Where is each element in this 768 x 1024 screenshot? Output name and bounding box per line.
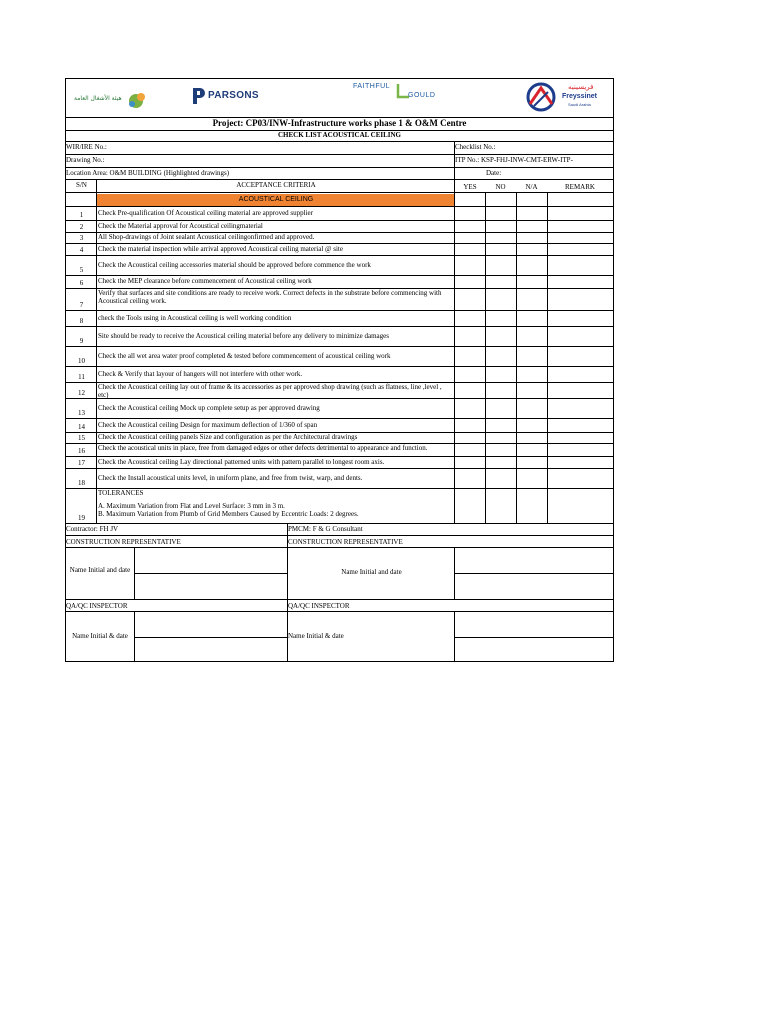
check-cell-na[interactable] [517,457,547,468]
item-number: 15 [78,434,85,442]
item-number: 10 [78,357,85,365]
check-cell-remark[interactable] [548,221,613,232]
item-criteria: Check the Acoustical ceiling Lay directional patterned units with pattern parallel to longest room axis. [98,458,385,466]
construction-rep-left: CONSTRUCTION REPRESENTATIVE [66,538,181,546]
item-number: 14 [78,423,85,431]
check-cell-no[interactable] [486,289,516,310]
logo-bar [66,79,613,118]
check-cell-remark[interactable] [548,347,613,366]
gould-text: GOULD [408,92,436,99]
check-cell-na[interactable] [517,489,547,523]
checklist-title: CHECK LIST ACOUSTICAL CEILING [278,131,401,139]
item-criteria: Check the Acoustical ceiling Design for maximum deflection of 1/360 of span [98,421,318,429]
item-number: 16 [78,447,85,455]
check-cell-yes[interactable] [455,207,485,220]
wir-label: WIR/IRE No.: [66,143,107,151]
item-criteria: Check the Install acoustical units level, in uniform plane, and free from twist, warp, and dents. [98,474,363,482]
check-cell-na[interactable] [517,327,547,346]
check-cell-yes[interactable] [455,311,485,326]
col-no: NO [495,183,506,191]
check-cell-yes[interactable] [455,244,485,255]
client-logo [72,85,150,113]
check-cell-no[interactable] [486,469,516,488]
check-cell-no[interactable] [486,419,516,432]
check-cell-yes[interactable] [455,469,485,488]
freyssinet-arabic: فريسينيه [568,83,594,91]
check-cell-remark[interactable] [548,367,613,382]
item-number: 8 [79,317,84,325]
project-title: Project: CP03/INW-Infrastructure works phase 1 & O&M Centre [212,118,467,128]
check-cell-na[interactable] [517,367,547,382]
freyssinet-text: Freyssinet [562,93,598,100]
faithful-text: FAITHFUL [353,83,391,90]
check-cell-remark[interactable] [548,383,613,398]
check-cell-remark[interactable] [548,256,613,275]
freyssinet-logo [526,82,610,114]
item-criteria: Check the acoustical units in place, free from damaged edges or other defects detrimental to appearance and function. [98,444,428,452]
check-cell-yes[interactable] [455,383,485,398]
client-logo-text: هيئة الأشغال العامة [74,95,122,102]
check-cell-na[interactable] [517,289,547,310]
check-cell-no[interactable] [486,489,516,523]
check-cell-na[interactable] [517,233,547,243]
name-amp-left: Name Initial & date [72,632,128,640]
check-cell-yes[interactable] [455,367,485,382]
item-criteria: Check Pre-qualification Of Acoustical ceiling material are approved supplier [98,209,313,217]
item-criteria: Check the MEP clearance before commencement of Acoustical ceiling work [98,277,312,285]
col-na: N/A [525,183,538,191]
check-cell-yes[interactable] [455,233,485,243]
item-number: 3 [79,234,84,242]
item-number: 9 [79,337,84,345]
check-cell-no[interactable] [486,256,516,275]
section-title: ACOUSTICAL CEILING [238,196,314,203]
check-cell-no[interactable] [486,207,516,220]
item-criteria: Site should be ready to receive the Acoustical ceiling material before any delivery to minimize damages [98,332,389,340]
item-number: 6 [79,279,84,287]
check-cell-no[interactable] [486,233,516,243]
item-criteria: Check the Acoustical ceiling Mock up complete setup as per approved drawing [98,404,320,412]
check-cell-no[interactable] [486,383,516,398]
item-criteria: check the Tools using in Acoustical ceiling is well working condition [98,314,292,322]
check-cell-na[interactable] [517,221,547,232]
check-cell-na[interactable] [517,419,547,432]
item-criteria: All Shop-drawings of Joint sealant Acoustical ceilingonfirmed and approved. [98,233,315,241]
freyssinet-sub: Saudi Arabia [568,102,591,107]
name-date-right: Name Initial and date [341,568,402,576]
item-criteria: Verify that surfaces and site conditions are ready to receive work. Correct defects in the substrate before commencing with Acoustical ceiling work. [98,289,442,305]
item-number: 2 [79,223,84,231]
check-cell-no[interactable] [486,457,516,468]
check-cell-remark[interactable] [548,489,613,523]
date-label: Date: [486,169,502,177]
item-number: 11 [78,373,85,381]
check-cell-yes[interactable] [455,457,485,468]
check-cell-yes[interactable] [455,256,485,275]
check-cell-no[interactable] [486,399,516,418]
check-cell-yes[interactable] [455,433,485,443]
check-cell-remark[interactable] [548,433,613,443]
item-number: 17 [78,459,85,467]
check-cell-no[interactable] [486,311,516,326]
check-cell-yes[interactable] [455,419,485,432]
check-cell-remark[interactable] [548,244,613,255]
item-criteria: TOLERANCES [98,489,144,497]
check-cell-remark[interactable] [548,311,613,326]
check-cell-na[interactable] [517,276,547,288]
check-cell-yes[interactable] [455,276,485,288]
name-date-left: Name Initial and date [69,566,131,574]
pmcm-label: PMCM: F & G Consultant [288,525,363,533]
check-cell-yes[interactable] [455,347,485,366]
checklist-sheet [65,78,614,662]
item-number: 4 [79,246,84,254]
item-number: 12 [78,389,85,397]
checklist-no-label: Checklist No.: [455,143,496,151]
check-cell-remark[interactable] [548,289,613,310]
faithful-gould-logo [353,81,445,111]
check-cell-no[interactable] [486,444,516,456]
qaqc-right: QA/QC INSPECTOR [288,602,350,610]
check-cell-yes[interactable] [455,444,485,456]
check-cell-yes[interactable] [455,489,485,523]
item-number: 7 [79,301,84,309]
tolerance-a: A. Maximum Variation from Flat and Level Surface: 3 mm in 3 m. [98,502,285,510]
item-criteria: Check the material inspection while arrival approved Acoustical ceiling material @ site [98,245,343,253]
check-cell-yes[interactable] [455,399,485,418]
item-criteria: Check the Acoustical ceiling lay out of frame & its accessories as per approved shop drawing (such as flatness, line ,level , etc) [98,383,442,399]
name-amp-right: Name Initial & date [288,632,344,640]
parsons-logo [191,84,281,110]
col-remark: REMARK [565,183,595,191]
item-number: 13 [78,409,85,417]
check-cell-remark[interactable] [548,276,613,288]
check-cell-remark[interactable] [548,233,613,243]
check-cell-na[interactable] [517,433,547,443]
qaqc-left: QA/QC INSPECTOR [66,602,128,610]
check-cell-na[interactable] [517,383,547,398]
check-cell-remark[interactable] [548,327,613,346]
check-cell-no[interactable] [486,347,516,366]
item-number: 19 [78,514,85,522]
check-cell-yes[interactable] [455,221,485,232]
item-criteria: Check the Acoustical ceiling accessories material should be approved before commence the work [98,261,371,269]
check-cell-no[interactable] [486,327,516,346]
check-cell-yes[interactable] [455,327,485,346]
drawing-label: Drawing No.: [66,156,105,164]
parsons-logo-text: PARSONS [208,90,259,101]
check-cell-na[interactable] [517,311,547,326]
check-cell-no[interactable] [486,367,516,382]
item-criteria: Check the Material approval for Acoustical ceilingmaterial [98,222,263,230]
item-number: 5 [79,266,84,274]
check-cell-remark[interactable] [548,419,613,432]
tolerance-b: B. Maximum Variation from Plumb of Grid Members Caused by Eccentric Loads: 2 degrees. [98,510,359,518]
construction-rep-right: CONSTRUCTION REPRESENTATIVE [288,538,403,546]
check-cell-no[interactable] [486,221,516,232]
check-cell-na[interactable] [517,347,547,366]
contractor-label: Contractor: FH JV [66,525,119,533]
check-cell-na[interactable] [517,399,547,418]
check-cell-no[interactable] [486,244,516,255]
parsons-mark-icon [191,87,205,105]
check-cell-remark[interactable] [548,444,613,456]
check-cell-na[interactable] [517,469,547,488]
col-yes: YES [463,183,477,191]
check-cell-remark[interactable] [548,457,613,468]
item-number: 18 [78,479,85,487]
check-cell-no[interactable] [486,276,516,288]
item-criteria: Check the Acoustical ceiling panels Size and configuration as per the Architectural drawings [98,433,358,441]
check-cell-na[interactable] [517,256,547,275]
freyssinet-mark-icon [526,82,558,112]
item-criteria: Check the all wet area water proof completed & tested before commencement of acoustical ceiling work [98,352,391,360]
check-cell-na[interactable] [517,207,547,220]
col-sn: S/N [76,181,87,189]
location-label: Location Area: O&M BUILDING (Highlighted drawings) [66,169,230,177]
check-cell-remark[interactable] [548,469,613,488]
check-cell-yes[interactable] [455,289,485,310]
itp-label: ITP No.: KSP-FHJ-INW-CMT-ERW-ITP- [455,156,573,164]
check-cell-remark[interactable] [548,207,613,220]
check-cell-na[interactable] [517,444,547,456]
check-cell-no[interactable] [486,433,516,443]
item-criteria: Check & Verify that layour of hangers will not interfere with other work. [98,370,303,378]
check-cell-na[interactable] [517,244,547,255]
col-criteria: ACCEPTANCE CRITERIA [236,181,316,189]
item-number: 1 [79,211,84,219]
check-cell-remark[interactable] [548,399,613,418]
